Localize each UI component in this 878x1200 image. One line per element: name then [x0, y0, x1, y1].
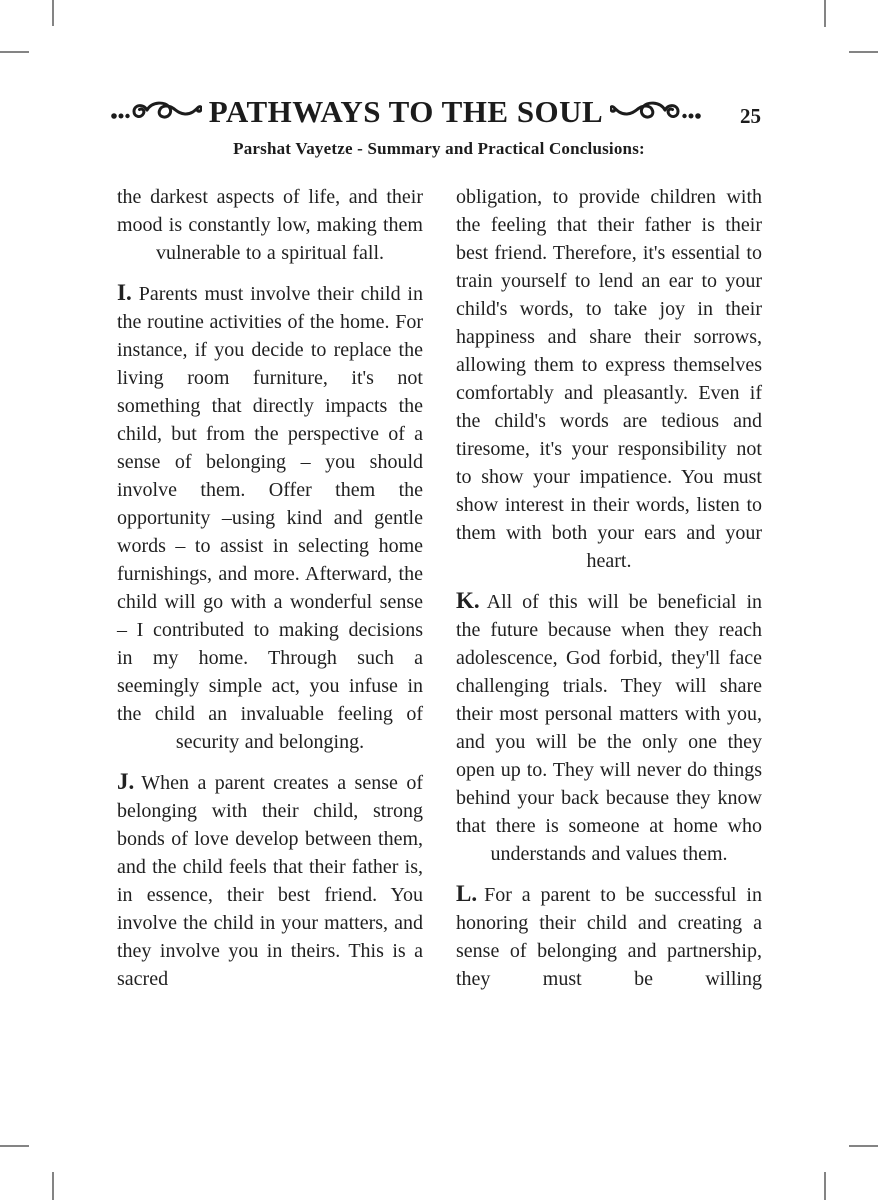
- page-subtitle: Parshat Vayetze - Summary and Practical Conclusions:: [233, 139, 645, 158]
- paragraph-section-J: [117, 768, 423, 993]
- column-left: [117, 183, 423, 993]
- paragraph-text: All of this will be beneficial in the future because when they reach adolescence, God forbid, they'll face challenging trials. They will share their most personal matters with you, and you will be the only one they open up to. They will never do things behind your back because they know that there is someone at home who understands and values them.: [456, 591, 762, 865]
- paragraph-continuation: [117, 183, 423, 267]
- column-right: [456, 183, 762, 993]
- crop-mark-top-left-horizontal: [0, 51, 29, 53]
- paragraph-section-I: [117, 279, 423, 756]
- flourish-ornament-left-icon: [110, 96, 202, 128]
- crop-mark-bottom-left-vertical: [52, 1172, 54, 1200]
- section-letter: I.: [117, 280, 132, 305]
- page-number: 25: [740, 104, 761, 128]
- crop-mark-top-right-vertical: [824, 0, 826, 27]
- paragraph-text: For a parent to be successful in honoring their child and creating a sense of belonging and partnership, they must be willing: [456, 884, 762, 990]
- crop-mark-bottom-right-vertical: [824, 1172, 826, 1200]
- section-letter: K.: [456, 588, 480, 613]
- crop-mark-bottom-right-horizontal: [849, 1145, 878, 1147]
- crop-mark-top-left-vertical: [52, 0, 54, 26]
- paragraph-section-K: [456, 587, 762, 868]
- body-text: [117, 183, 762, 993]
- crop-mark-bottom-left-horizontal: [0, 1145, 29, 1147]
- paragraph-text: the darkest aspects of life, and their mood is constantly low, making them vulnerable to a spiritual fall.: [117, 186, 423, 264]
- crop-mark-top-right-horizontal: [849, 51, 878, 53]
- flourish-ornament-right-icon: [610, 96, 702, 128]
- paragraph-text: Parents must involve their child in the routine activities of the home. For instance, if you decide to replace the living room furniture, it's not something that directly impacts the child, but from the perspective of a sense of belonging – you should involve them. Offer them the opportunity –using kind and gentle words – to assist in selecting home furnishings, and more. Afterward, the child will go with a wonderful sense – I contributed to making decisions in my home. Through such a seemingly simple act, you infuse in the child an invaluable feeling of security and belonging.: [117, 283, 423, 753]
- paragraph-text: When a parent creates a sense of belonging with their child, strong bonds of love develop between them, and the child feels that their father is, in essence, their best friend. You involve the child in your matters, and they involve you in theirs. This is a sacred: [117, 772, 423, 990]
- paragraph-section-L: [456, 880, 762, 993]
- paragraph-continuation: [456, 183, 762, 575]
- page-header: [56, 94, 756, 130]
- page-title: PATHWAYS TO THE SOUL: [208, 94, 604, 129]
- paragraph-text: obligation, to provide children with the feeling that their father is their best friend. Therefore, it's essential to train yourself to lend an ear to your child's words, to take joy in their happiness and share their sorrows, allowing them to express themselves comfortably and pleasantly. Even if the child's words are tedious and tiresome, it's your responsibility not to show your impatience. You must show interest in their words, listen to them with both your ears and your heart.: [456, 186, 762, 572]
- section-letter: L.: [456, 881, 478, 906]
- section-letter: J.: [117, 769, 135, 794]
